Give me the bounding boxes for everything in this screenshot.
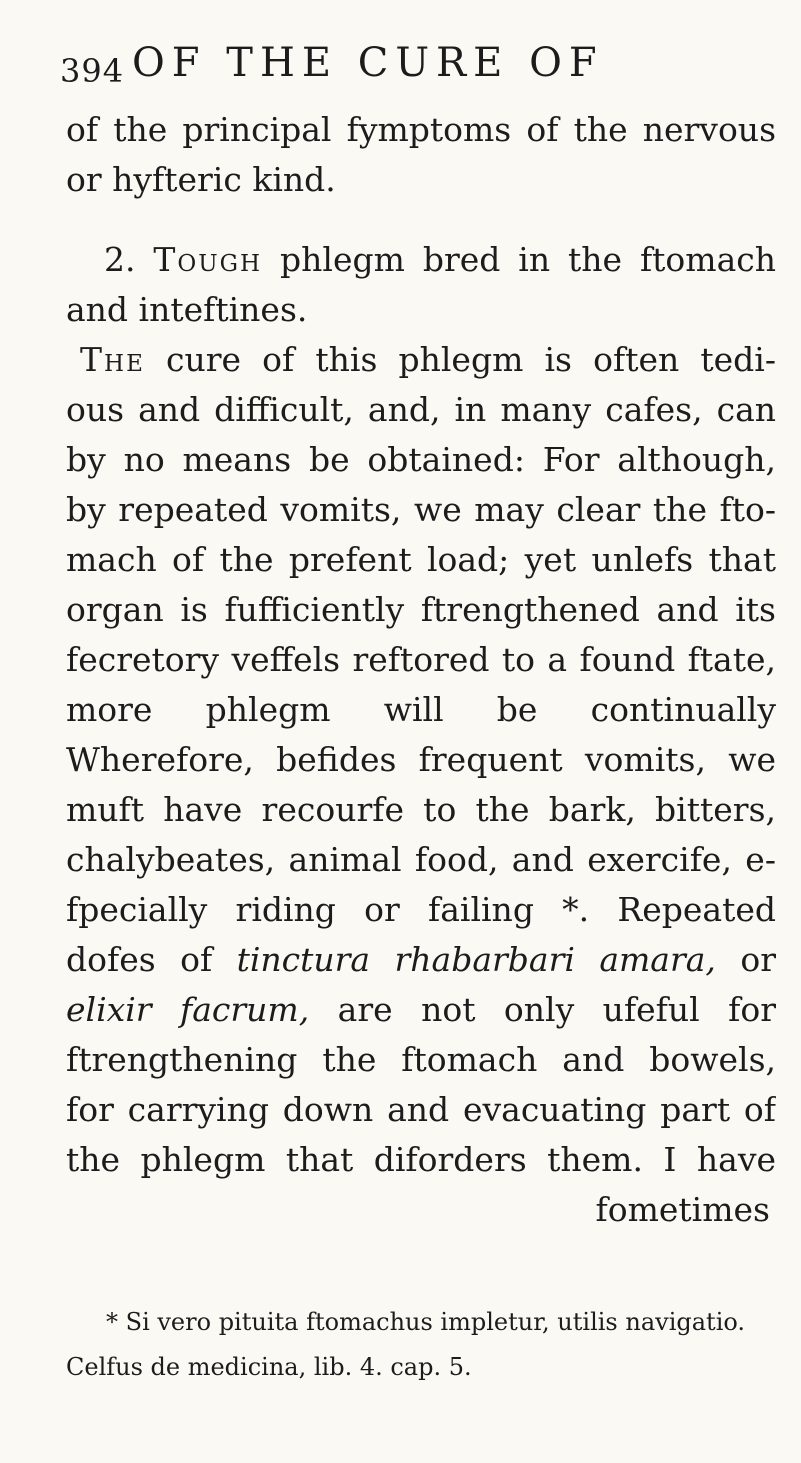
text-run: dofes of [66, 940, 213, 979]
text-line [66, 935, 776, 985]
section-number: 2. [104, 240, 136, 279]
text-line: the phlegm that diforders them. I have [66, 1140, 776, 1179]
text-line: fpecially riding or failing *. Repeated [66, 890, 776, 929]
text-run: are not only ufeful for [337, 990, 776, 1029]
text-line: chalybeates, animal food, and exercife, e- [66, 840, 776, 879]
text-line [66, 335, 776, 385]
running-head: OF THE CURE OF [132, 40, 604, 86]
footnote-line: Celfus de medicina, lib. 4. cap. 5. [66, 1353, 472, 1381]
text-run: or [740, 940, 776, 979]
body-text [66, 105, 776, 1235]
text-line: more phlegm will be continually [66, 690, 776, 729]
text-line: for carrying down and evacuating part of [66, 1090, 776, 1129]
text-line: fecretory veffels reftored to a found ftate, [66, 640, 776, 679]
text-line: ftrengthening the ftomach and bowels, [66, 1040, 776, 1079]
latin-term: tinctura rhabarbari amara, [236, 940, 716, 979]
text-line: muft have recourfe to the bark, bitters, [66, 790, 776, 829]
section-heading-rest: phlegm bred in the ftomach [280, 240, 776, 279]
text-line: and inteftines. [66, 290, 308, 329]
page-header [60, 40, 760, 100]
text-line: by repeated vomits, we may clear the fto- [66, 490, 776, 529]
text-line [66, 985, 776, 1035]
text-line: mach of the prefent load; yet unlefs that [66, 540, 776, 579]
text-line: Wherefore, befides frequent vomits, we [66, 740, 776, 779]
paragraph-lead-word: The [80, 340, 145, 379]
paragraph-gap [66, 205, 776, 235]
text-line: by no means be obtained: For although, [66, 440, 776, 479]
text-line: organ is fufficiently ftrengthened and its [66, 590, 776, 629]
footnote-line: * Si vero pituita ftomachus impletur, utilis navigatio. [106, 1308, 746, 1336]
latin-term: elixir facrum, [66, 990, 310, 1029]
text-line [66, 235, 776, 285]
text-line: of the principal fymptoms of the nervous [66, 110, 776, 149]
catchword: fometimes [595, 1190, 770, 1229]
text-line: ous and difficult, and, in many cafes, can [66, 390, 776, 429]
text-line: or hyfteric kind. [66, 160, 336, 199]
section-lead-word: Tough [153, 240, 263, 279]
page-number: 394 [60, 52, 125, 90]
footnote [66, 1300, 776, 1390]
paragraph-text: cure of this phlegm is often tedi- [166, 340, 776, 379]
